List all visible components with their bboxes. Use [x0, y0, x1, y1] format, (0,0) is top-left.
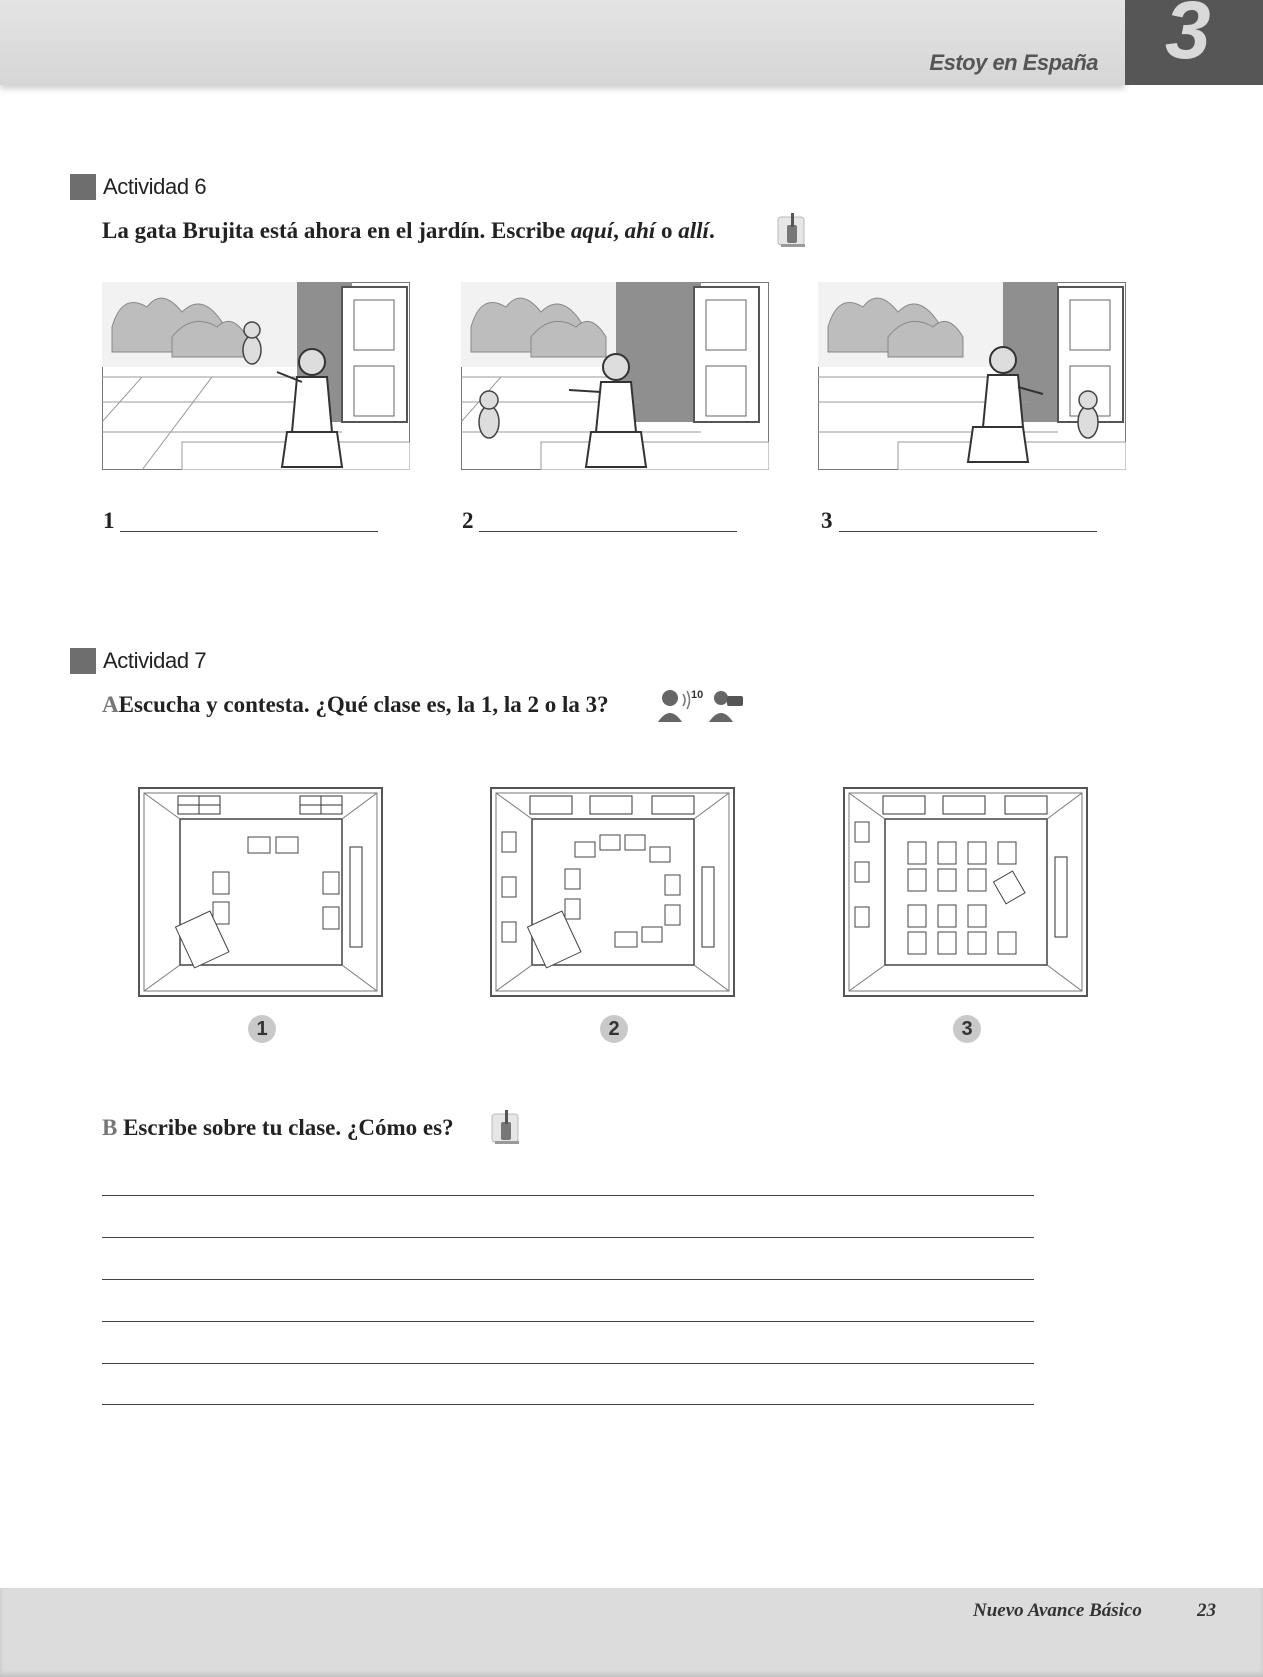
room-number-3: 3: [953, 1015, 981, 1043]
cat-figure: [243, 322, 261, 364]
cat-figure: [479, 391, 499, 438]
classroom-2-plan: [490, 787, 735, 997]
unit-number: 3: [1165, 0, 1211, 76]
writing-line-5[interactable]: [102, 1363, 1034, 1364]
activity-7-part-b-instruction: [102, 1115, 454, 1141]
writing-line-1[interactable]: [102, 1195, 1034, 1196]
answer-label-2: 2: [462, 508, 474, 533]
word-aqui: aquí: [570, 218, 614, 243]
answer-line-3[interactable]: [839, 531, 1097, 532]
listening-icon: [655, 686, 745, 724]
chapter-title: Estoy en España: [929, 50, 1098, 75]
instruction-text: La gata Brujita está ahora en el jardín. Escribe: [102, 218, 571, 243]
writing-line-6[interactable]: [102, 1404, 1034, 1405]
page-number: 23: [1197, 1600, 1216, 1621]
scene-3-illustration: [818, 282, 1126, 470]
activity-square-icon: [70, 648, 96, 674]
activity-square-icon: [70, 174, 96, 200]
answer-label-1: 1: [103, 508, 115, 533]
writing-line-3[interactable]: [102, 1279, 1034, 1280]
activity-7-part-a-instruction: [102, 692, 609, 718]
book-title: Nuevo Avance Básico: [973, 1600, 1142, 1621]
activity-6-instruction: [102, 218, 715, 244]
answer-line-2[interactable]: [479, 531, 737, 532]
classroom-1-plan: [138, 787, 383, 997]
scene-1-illustration: [102, 282, 410, 470]
room-number-1: 1: [248, 1015, 276, 1043]
room-number-2: 2: [600, 1015, 628, 1043]
activity-7-title: Actividad 7: [103, 648, 207, 673]
speaking-icon: [709, 691, 743, 722]
answer-line-1[interactable]: [120, 531, 378, 532]
word-o: o: [655, 218, 679, 243]
cat-figure: [1078, 391, 1098, 438]
writing-line-4[interactable]: [102, 1321, 1034, 1322]
scene-2-illustration: [461, 282, 769, 470]
comma: ,: [613, 218, 619, 243]
track-number: 10: [691, 689, 704, 701]
pencil-cup-icon: [486, 1108, 524, 1146]
part-b-text: Escribe sobre tu clase. ¿Cómo es?: [123, 1115, 454, 1140]
part-b-letter: B: [102, 1115, 118, 1140]
pencil-cup-icon: [772, 211, 810, 249]
word-alli: allí: [678, 218, 709, 243]
part-a-letter: A: [102, 692, 119, 717]
answer-label-3: 3: [821, 508, 833, 533]
period: .: [708, 218, 715, 243]
word-ahi: ahí: [624, 218, 656, 243]
part-a-text: Escucha y contesta. ¿Qué clase es, la 1, la 2 o la 3?: [118, 692, 609, 717]
writing-line-2[interactable]: [102, 1237, 1034, 1238]
classroom-3-plan: [843, 787, 1088, 997]
activity-6-title: Actividad 6: [103, 174, 207, 199]
